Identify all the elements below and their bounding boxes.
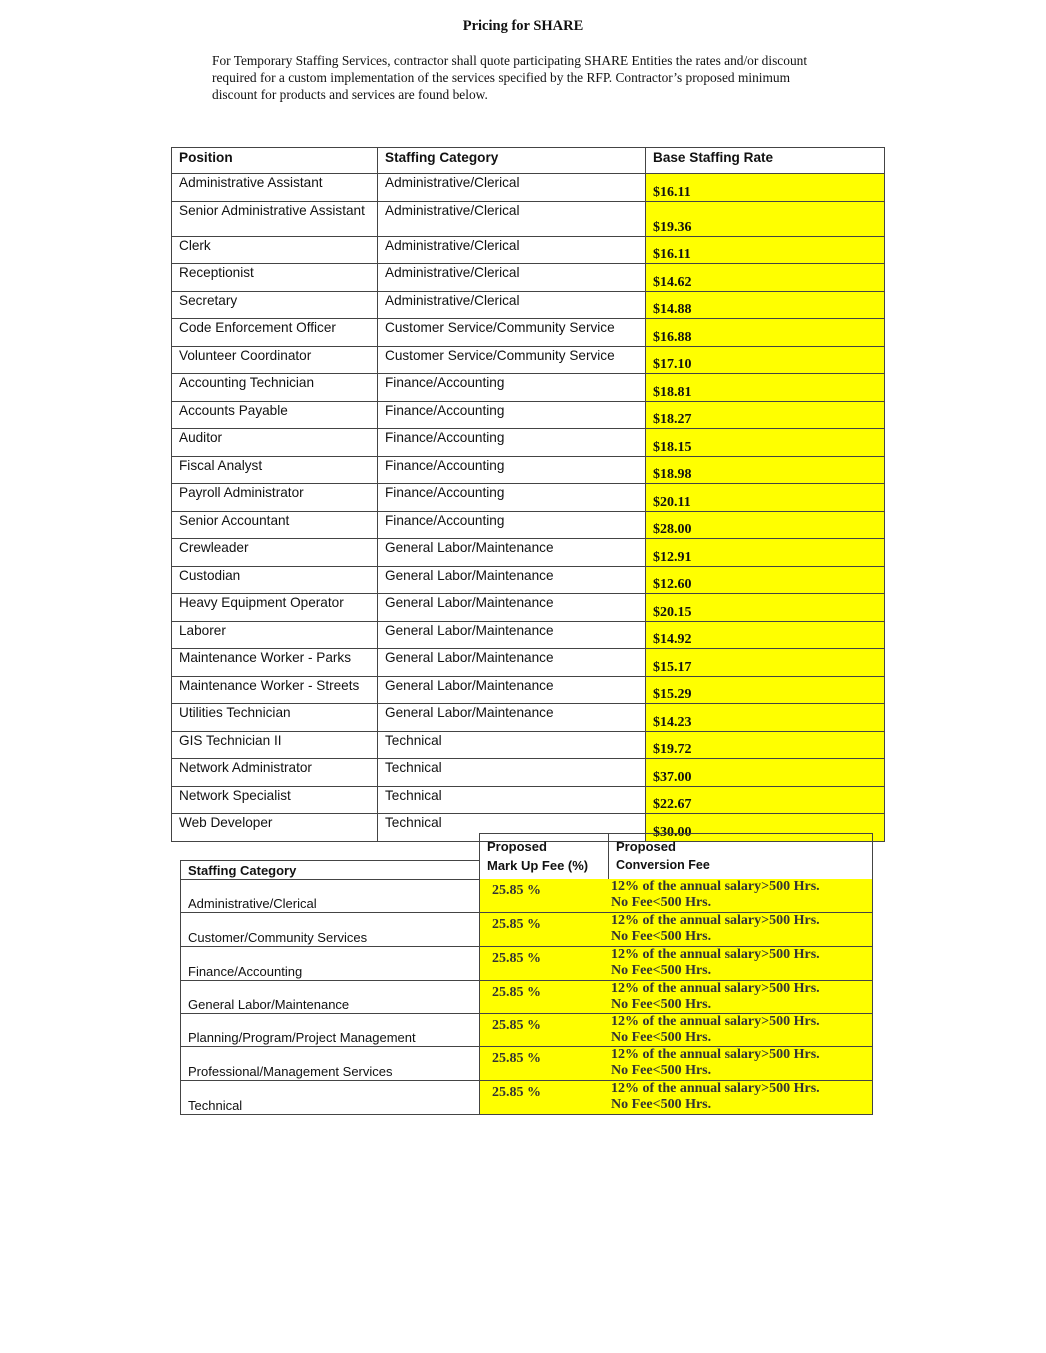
rate-cell: $12.91 [646, 539, 885, 567]
category-cell: Administrative/Clerical [378, 264, 646, 292]
table-row [172, 594, 885, 622]
category-label: Professional/Management Services [188, 1064, 393, 1079]
position-cell: Laborer [172, 621, 378, 649]
conversion-cell [608, 1014, 873, 1047]
no-fee-line: No Fee<500 Hrs. [611, 997, 712, 1012]
category-cell: Technical [378, 759, 646, 787]
table-row [172, 649, 885, 677]
category-cell: General Labor/Maintenance [378, 594, 646, 622]
rate-cell: $19.36 [646, 201, 885, 236]
position-cell: Fiscal Analyst [172, 456, 378, 484]
no-fee-line: No Fee<500 Hrs. [611, 1030, 712, 1045]
table-row [172, 539, 885, 567]
header-markup-line1: Proposed [487, 839, 547, 854]
header-staffing-category: Staffing Category [180, 860, 480, 880]
rate-cell: $18.27 [646, 401, 885, 429]
category-cell: Administrative/Clerical [378, 236, 646, 264]
position-cell: Accounts Payable [172, 401, 378, 429]
table-row [172, 346, 885, 374]
conversion-fee-line: 12% of the annual salary>500 Hrs. [611, 879, 820, 894]
category-cell [180, 1047, 480, 1081]
header-staffing-category: Staffing Category [378, 148, 646, 174]
table-row [172, 676, 885, 704]
conversion-fee-line: 12% of the annual salary>500 Hrs. [611, 1014, 820, 1029]
rate-cell: $22.67 [646, 786, 885, 814]
no-fee-line: No Fee<500 Hrs. [611, 929, 712, 944]
category-cell: Technical [378, 786, 646, 814]
table-row [172, 401, 885, 429]
markup-cell: 25.85 % [479, 913, 609, 947]
no-fee-line: No Fee<500 Hrs. [611, 1097, 712, 1112]
table-row [172, 456, 885, 484]
intro-paragraph: For Temporary Staffing Services, contractor shall quote participating SHARE Entities the rates and/or discount required for a custom implementation of the services specified by the RFP. Contractor’s proposed minimum discount for products and services are found below. [212, 53, 808, 102]
rate-cell: $16.88 [646, 319, 885, 347]
category-cell [180, 879, 480, 913]
conversion-cell [608, 1047, 873, 1081]
markup-cell: 25.85 % [479, 1081, 609, 1115]
table-row [172, 566, 885, 594]
category-cell: General Labor/Maintenance [378, 539, 646, 567]
category-cell [180, 913, 480, 947]
conversion-cell [608, 947, 873, 981]
rate-cell: $18.98 [646, 456, 885, 484]
fees-table [180, 833, 873, 1116]
category-cell: General Labor/Maintenance [378, 566, 646, 594]
position-cell: Payroll Administrator [172, 484, 378, 512]
rate-cell: $15.17 [646, 649, 885, 677]
rate-cell: $18.15 [646, 429, 885, 457]
table-row [172, 759, 885, 787]
table-row [172, 374, 885, 402]
table-row [172, 236, 885, 264]
rate-cell: $28.00 [646, 511, 885, 539]
category-cell: General Labor/Maintenance [378, 649, 646, 677]
position-cell: Code Enforcement Officer [172, 319, 378, 347]
table-row [172, 786, 885, 814]
header-conversion-line2: Conversion Fee [616, 858, 710, 872]
position-cell: Crewleader [172, 539, 378, 567]
header-markup-fee [479, 833, 609, 880]
position-cell: Web Developer [172, 814, 378, 842]
position-cell: Receptionist [172, 264, 378, 292]
table-row [172, 429, 885, 457]
conversion-fee-line: 12% of the annual salary>500 Hrs. [611, 981, 820, 996]
header-base-rate: Base Staffing Rate [646, 148, 885, 174]
rate-cell: $37.00 [646, 759, 885, 787]
position-cell: Maintenance Worker - Streets [172, 676, 378, 704]
conversion-fee-line: 12% of the annual salary>500 Hrs. [611, 947, 820, 962]
category-cell: Finance/Accounting [378, 401, 646, 429]
category-label: Planning/Program/Project Management [188, 1030, 416, 1045]
table-row [172, 174, 885, 202]
rate-cell: $20.15 [646, 594, 885, 622]
markup-cell: 25.85 % [479, 981, 609, 1014]
position-cell: Secretary [172, 291, 378, 319]
rate-cell: $17.10 [646, 346, 885, 374]
table-row [172, 319, 885, 347]
rate-cell: $19.72 [646, 731, 885, 759]
category-cell: Customer Service/Community Service [378, 346, 646, 374]
category-cell: Administrative/Clerical [378, 201, 646, 236]
position-cell: Utilities Technician [172, 704, 378, 732]
no-fee-line: No Fee<500 Hrs. [611, 895, 712, 910]
markup-cell: 25.85 % [479, 879, 609, 913]
category-label: Administrative/Clerical [188, 896, 317, 911]
category-cell: Administrative/Clerical [378, 291, 646, 319]
category-cell [180, 947, 480, 981]
category-cell: Customer Service/Community Service [378, 319, 646, 347]
category-label: Customer/Community Services [188, 930, 368, 945]
category-cell: Finance/Accounting [378, 429, 646, 457]
conversion-cell [608, 879, 873, 913]
position-cell: Custodian [172, 566, 378, 594]
category-cell: General Labor/Maintenance [378, 704, 646, 732]
category-cell [180, 1081, 480, 1115]
rate-cell: $20.11 [646, 484, 885, 512]
rate-cell: $14.23 [646, 704, 885, 732]
table-row [172, 201, 885, 236]
page-title: Pricing for SHARE [462, 18, 584, 34]
rate-cell: $15.29 [646, 676, 885, 704]
position-cell: Network Administrator [172, 759, 378, 787]
header-conversion-line1: Proposed [616, 839, 676, 854]
position-cell: Network Specialist [172, 786, 378, 814]
markup-cell: 25.85 % [479, 1047, 609, 1081]
rate-cell: $18.81 [646, 374, 885, 402]
table-header-row [172, 148, 885, 174]
table-row [172, 291, 885, 319]
conversion-fee-line: 12% of the annual salary>500 Hrs. [611, 913, 820, 928]
category-cell: Technical [378, 731, 646, 759]
category-label: Finance/Accounting [188, 964, 303, 979]
no-fee-line: No Fee<500 Hrs. [611, 1063, 712, 1078]
table-row [172, 704, 885, 732]
conversion-cell [608, 913, 873, 947]
table-row [172, 264, 885, 292]
conversion-cell [608, 981, 873, 1014]
rate-cell: $14.88 [646, 291, 885, 319]
table-row [172, 621, 885, 649]
header-position: Position [172, 148, 378, 174]
rate-cell: $16.11 [646, 174, 885, 202]
rate-cell: $16.11 [646, 236, 885, 264]
rate-cell: $12.60 [646, 566, 885, 594]
category-cell: General Labor/Maintenance [378, 676, 646, 704]
table-row [172, 731, 885, 759]
conversion-fee-line: 12% of the annual salary>500 Hrs. [611, 1081, 820, 1096]
header-conversion-fee [608, 833, 873, 880]
conversion-cell [608, 1081, 873, 1115]
category-cell: Administrative/Clerical [378, 174, 646, 202]
header-markup-line2: Mark Up Fee (%) [487, 858, 589, 873]
no-fee-line: No Fee<500 Hrs. [611, 963, 712, 978]
base-rates-table [171, 147, 885, 842]
category-cell: General Labor/Maintenance [378, 621, 646, 649]
category-cell: Technical [378, 814, 646, 842]
position-cell: GIS Technician II [172, 731, 378, 759]
table-row [172, 511, 885, 539]
category-cell: Finance/Accounting [378, 511, 646, 539]
rate-cell: $14.92 [646, 621, 885, 649]
category-label: General Labor/Maintenance [188, 997, 350, 1012]
position-cell: Accounting Technician [172, 374, 378, 402]
position-cell: Maintenance Worker - Parks [172, 649, 378, 677]
table-row [172, 484, 885, 512]
position-cell: Volunteer Coordinator [172, 346, 378, 374]
position-cell: Administrative Assistant [172, 174, 378, 202]
position-cell: Heavy Equipment Operator [172, 594, 378, 622]
category-cell: Finance/Accounting [378, 374, 646, 402]
markup-cell: 25.85 % [479, 947, 609, 981]
category-cell [180, 1014, 480, 1047]
category-cell [180, 981, 480, 1014]
conversion-fee-line: 12% of the annual salary>500 Hrs. [611, 1047, 820, 1062]
rate-cell: $14.62 [646, 264, 885, 292]
category-label: Technical [188, 1098, 243, 1113]
category-cell: Finance/Accounting [378, 484, 646, 512]
position-cell: Senior Administrative Assistant [172, 201, 378, 236]
position-cell: Senior Accountant [172, 511, 378, 539]
category-cell: Finance/Accounting [378, 456, 646, 484]
position-cell: Auditor [172, 429, 378, 457]
markup-cell: 25.85 % [479, 1014, 609, 1047]
position-cell: Clerk [172, 236, 378, 264]
rate-cell: $30.00 [646, 814, 885, 842]
